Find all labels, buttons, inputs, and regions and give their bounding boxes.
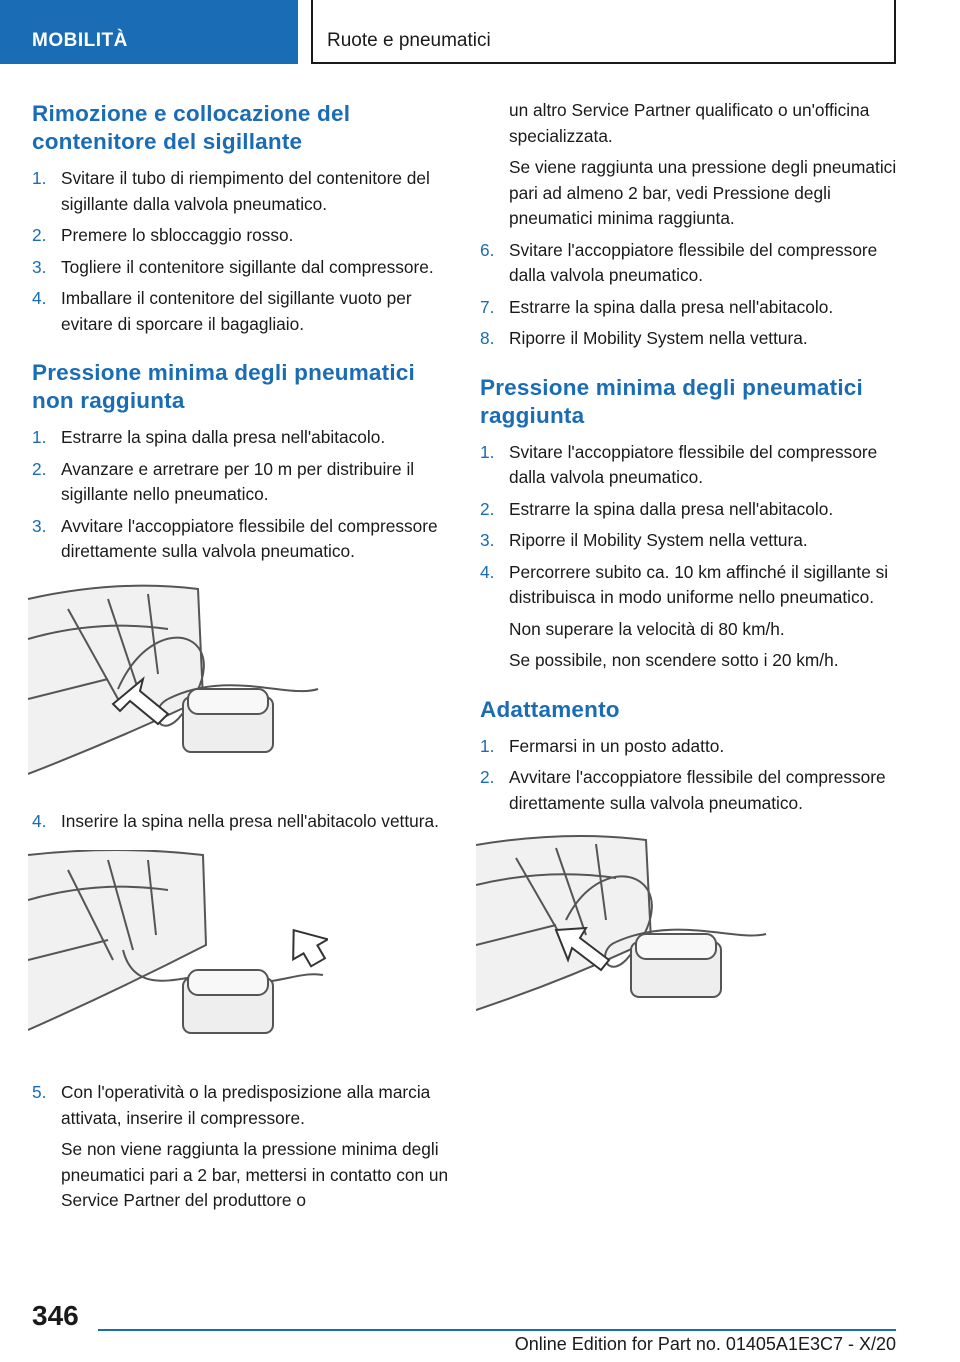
step-text: Togliere il contenitore sigillante dal compressore.: [61, 256, 434, 277]
step-text: Fermarsi in un posto adatto.: [509, 735, 725, 756]
list-item: [480, 497, 900, 523]
list-item: [480, 238, 900, 289]
step-text: Riporre il Mobility System nella vettura.: [509, 530, 808, 550]
step-text: Riporre il Mobility System nella vettura.: [509, 328, 808, 348]
step-text: Avanzare e arretrare per 10 m per distribuire il sigillante nello pneumatico.: [61, 458, 415, 504]
step-number: 3.: [32, 515, 47, 536]
steps-list: [32, 809, 452, 835]
section-heading: Rimozione e collocazione del contenitore del sigillante: [32, 101, 351, 154]
list-item: [480, 528, 900, 554]
steps-list: [32, 425, 452, 565]
list-item: [32, 809, 452, 835]
chapter-tab: [311, 0, 896, 64]
step-text: Estrarre la spina dalla presa nell'abitacolo.: [509, 296, 834, 317]
step-text: Premere lo sbloccaggio rosso.: [61, 225, 294, 245]
steps-list: [32, 166, 452, 337]
step-number: 4.: [32, 810, 47, 831]
list-item: [32, 255, 452, 281]
step-number: 7.: [480, 296, 495, 317]
step-number: 4.: [480, 561, 495, 582]
step-number: 1.: [480, 441, 495, 462]
list-item: [480, 295, 900, 321]
step-number: 4.: [32, 288, 47, 308]
step-number: 2.: [480, 767, 495, 787]
step-note: Se non viene raggiunta la pressione minima degli pneumatici pari a 2 bar, mettersi in contatto con un Service Partner del produttore o: [61, 1139, 449, 1210]
section-pressure-reached: [480, 374, 900, 674]
illustration-plug-in-socket: [28, 850, 328, 1060]
paragraph: Se viene raggiunta una pressione degli pneumatici pari ad almeno 2 bar, vedi Pressione degli pneumatici minima raggiunta.: [509, 157, 897, 228]
step-text: Inserire la spina nella presa nell'abitacolo vettura.: [61, 810, 439, 831]
step-number: 1.: [32, 168, 47, 188]
paragraph: un altro Service Partner qualificato o un'officina specializzata.: [509, 100, 870, 146]
section-adaptation: [480, 696, 900, 1041]
step-text: Con l'operatività o la predisposizione alla marcia attivata, inserire il compressore.: [61, 1082, 431, 1128]
list-item: [32, 1080, 452, 1214]
step-text: Svitare l'accoppiatore flessibile del compressore dalla valvola pneumatico.: [509, 441, 878, 487]
left-column: [32, 100, 452, 1220]
step-number: 2.: [32, 225, 47, 245]
list-item: [480, 440, 900, 491]
step-text: Avvitare l'accoppiatore flessibile del compressore direttamente sulla valvola pneumatico.: [509, 767, 886, 813]
step-note: Non superare la velocità di 80 km/h.: [509, 618, 785, 639]
section-heading: Pressione minima degli pneumatici raggiunta: [480, 374, 863, 428]
illustration-compressor-on-valve-2: [476, 830, 776, 1040]
step-number: 3.: [32, 256, 47, 277]
page-number: 346: [32, 1300, 79, 1331]
illustration-compressor-on-valve: [28, 579, 328, 789]
list-item: [480, 765, 900, 816]
chapter-title: Ruote e pneumatici: [327, 30, 491, 51]
step-number: 2.: [480, 498, 495, 519]
list-item: [32, 425, 452, 451]
footer-divider: [98, 1329, 896, 1331]
edition-note: Online Edition for Part no. 01405A1E3C7 - X/20: [514, 1334, 896, 1354]
step-number: 1.: [480, 735, 495, 756]
section-tab: [0, 0, 298, 64]
step-number: 1.: [32, 427, 47, 447]
step-number: 2.: [32, 458, 47, 479]
step-text: Imballare il contenitore del sigillante vuoto per evitare di sporcare il bagagliaio.: [61, 288, 412, 334]
step-number: 5.: [32, 1082, 47, 1102]
step-text: Estrarre la spina dalla presa nell'abitacolo.: [509, 498, 834, 519]
step-number: 6.: [480, 239, 495, 260]
step-number: 3.: [480, 530, 495, 550]
section-pressure-not-reached: [32, 359, 452, 1214]
list-item: [480, 734, 900, 760]
step-text: Percorrere subito ca. 10 km affinché il sigillante si distribuisca in modo uniforme nello pneumatico.: [509, 561, 889, 607]
step-note: Se possibile, non scendere sotto i 20 km/h.: [509, 650, 839, 670]
list-item: [480, 560, 900, 674]
list-item: [32, 286, 452, 337]
steps-list: [480, 734, 900, 817]
steps-list: [480, 238, 900, 352]
list-item: [480, 326, 900, 352]
section-heading: Pressione minima degli pneumatici non raggiunta: [32, 360, 415, 413]
section-heading: Adattamento: [480, 696, 620, 722]
step-text: Estrarre la spina dalla presa nell'abitacolo.: [61, 427, 386, 447]
step-text: Svitare il tubo di riempimento del contenitore del sigillante dalla valvola pneumatico.: [61, 168, 430, 214]
section-title: MOBILITÀ: [32, 30, 128, 51]
steps-list: [480, 440, 900, 674]
continued-text: [480, 98, 900, 232]
list-item: [32, 457, 452, 508]
right-column: [480, 98, 900, 1060]
step-number: 8.: [480, 328, 495, 348]
section-remove-sealant: [32, 100, 452, 337]
step-text: Svitare l'accoppiatore flessibile del compressore dalla valvola pneumatico.: [509, 239, 878, 285]
list-item: [32, 223, 452, 249]
steps-list: [32, 1080, 452, 1214]
list-item: [32, 166, 452, 217]
step-text: Avvitare l'accoppiatore flessibile del compressore direttamente sulla valvola pneumatico.: [61, 515, 438, 561]
list-item: [32, 514, 452, 565]
